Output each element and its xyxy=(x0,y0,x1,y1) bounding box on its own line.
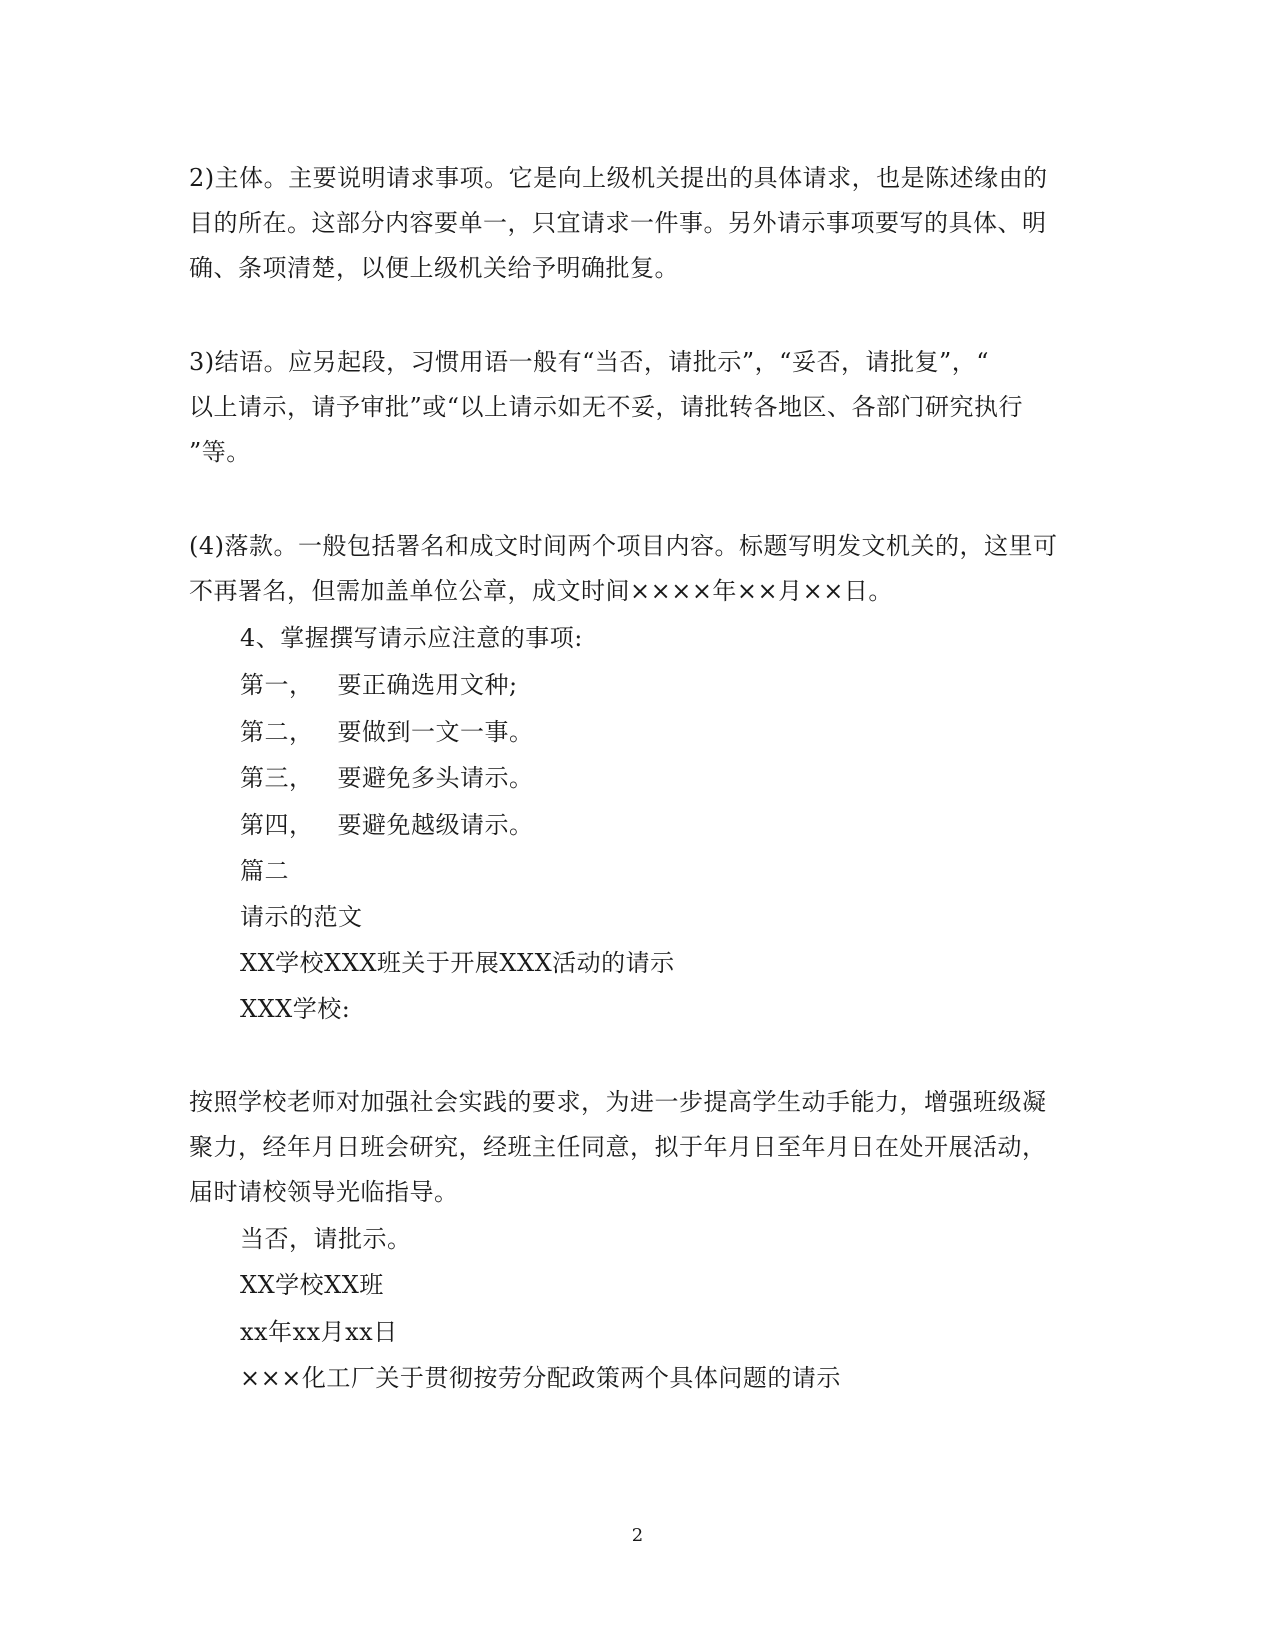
note-item xyxy=(240,717,534,747)
sample-recipient: XXX学校: xyxy=(240,995,351,1023)
conclusion-paragraph-line-2: 以上请示，请予审批”或“以上请示如无不妥，请批转各地区、各部门研究执行 xyxy=(189,393,1024,421)
signature-paragraph-line-1: (4)落款。一般包括署名和成文时间两个项目内容。标题写明发文机关的，这里可 xyxy=(189,532,1058,560)
sample-body-line-1: 按照学校老师对加强社会实践的要求，为进一步提高学生动手能力，增强班级凝 xyxy=(189,1088,1047,1116)
sample-title: XX学校XXX班关于开展XXX活动的请示 xyxy=(240,949,675,977)
note-text: 要避免越级请示。 xyxy=(337,811,534,839)
sample-heading: 请示的范文 xyxy=(240,903,363,931)
note-label: 第三， xyxy=(240,764,314,792)
note-item xyxy=(240,810,534,840)
subject-paragraph-line-1: 2)主体。主要说明请求事项。它是向上级机关提出的具体请求，也是陈述缘由的 xyxy=(189,164,1048,192)
sample-sender: XX学校XX班 xyxy=(240,1271,384,1299)
subject-paragraph-line-3: 确、条项清楚，以便上级机关给予明确批复。 xyxy=(189,254,679,282)
next-sample-title: ×××化工厂关于贯彻按劳分配政策两个具体问题的请示 xyxy=(240,1364,841,1392)
sample-date: xx年xx月xx日 xyxy=(240,1318,398,1346)
conclusion-paragraph-line-3: ”等。 xyxy=(189,438,251,466)
note-text: 要做到一文一事。 xyxy=(337,718,534,746)
notes-heading: 4、掌握撰写请示应注意的事项: xyxy=(240,624,583,652)
note-text: 要避免多头请示。 xyxy=(337,764,534,792)
note-item xyxy=(240,670,518,700)
note-label: 第二， xyxy=(240,718,314,746)
note-label: 第一， xyxy=(240,671,314,699)
subject-paragraph-line-2: 目的所在。这部分内容要单一，只宜请求一件事。另外请示事项要写的具体、明 xyxy=(189,209,1047,237)
page-number: 2 xyxy=(631,1525,644,1546)
note-item xyxy=(240,763,534,793)
note-label: 第四， xyxy=(240,811,314,839)
signature-paragraph-line-2: 不再署名，但需加盖单位公章，成文时间××××年××月××日。 xyxy=(189,577,893,605)
part-two-label: 篇二 xyxy=(240,857,289,885)
sample-body-line-2: 聚力，经年月日班会研究，经班主任同意，拟于年月日至年月日在处开展活动， xyxy=(189,1133,1047,1161)
conclusion-paragraph-line-1: 3)结语。应另起段，习惯用语一般有“当否，请批示”，“妥否，请批复”，“ xyxy=(189,348,989,376)
sample-closing: 当否，请批示。 xyxy=(240,1225,412,1253)
note-text: 要正确选用文种; xyxy=(337,671,518,699)
sample-body-line-3: 届时请校领导光临指导。 xyxy=(189,1178,459,1206)
